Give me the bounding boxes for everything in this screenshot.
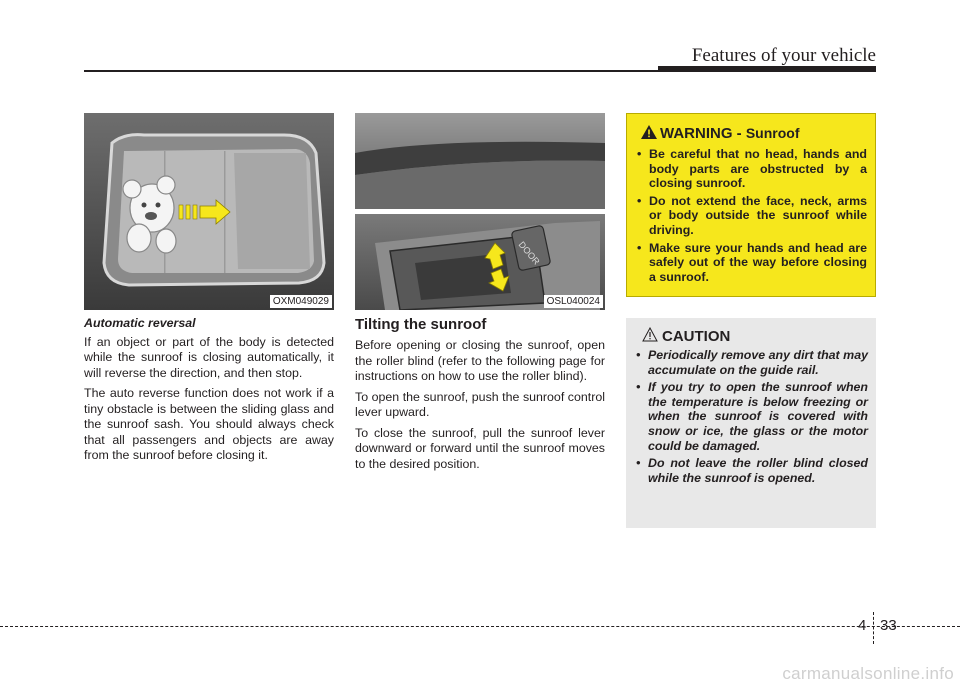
paragraph: To close the sunroof, pull the sunroof lever downward or forward until the sunroof moves to the desired position. [355,425,605,471]
page-header-title: Features of your vehicle [691,45,876,66]
figure-tilting-sunroof [355,113,605,310]
bullet: • [637,193,642,208]
figure-automatic-reversal [84,113,334,310]
warning-item-text: Be careful that no head, hands and body parts are obstructed by a closing sunroof. [649,147,867,191]
teddy-bear-icon [123,176,176,253]
warning-list [637,147,867,287]
caution-item [636,348,868,377]
page-number: 33 [880,617,897,634]
footer-divider [873,612,874,644]
warning-title [641,125,800,142]
caution-list [636,348,868,488]
warning-box [626,113,876,297]
bullet: • [637,240,642,255]
caution-item-text: If you try to open the sunroof when the temperature is below freezing or when the sunroof is covered with snow or ice, the glass or the motor could be damaged. [648,380,868,453]
warning-item [637,194,867,238]
warning-subtitle: Sunroof [745,125,800,141]
sunroof-tilt-illustration [355,113,605,310]
caution-item-text: Do not leave the roller blind closed while the sunroof is opened. [648,456,868,485]
warning-triangle-icon [641,125,657,139]
figure-caption: OXM049029 [270,295,332,308]
figure-caption: OSL040024 [544,295,603,308]
warning-item [637,147,867,191]
subheading-automatic-reversal: Automatic reversal [84,316,196,330]
bullet: • [637,147,642,161]
bullet: • [636,348,641,362]
watermark: carmanualsonline.info [782,664,954,683]
caution-box [626,318,876,528]
footer-rule [0,626,960,627]
column-automatic-reversal [84,316,334,469]
paragraph: Before opening or closing the sunroof, open the roller blind (refer to the following page for instructions on how to use the roller blind). [355,338,605,383]
warning-item-text: Make sure your hands and head are safely out of the way before closing a sunroof. [649,240,867,284]
bullet: • [636,380,641,395]
paragraph: To open the sunroof, push the sunroof control lever upward. [355,389,605,419]
caution-triangle-icon [642,327,658,342]
sunroof-reversal-illustration [84,113,334,310]
caution-item-text: Periodically remove any dirt that may accumulate on the guide rail. [648,348,868,377]
warning-item [637,241,867,285]
caution-item [636,380,868,453]
chapter-number: 4 [858,617,867,634]
caution-item [636,456,868,485]
warning-title-text: WARNING - [660,125,742,142]
paragraph: The auto reverse function does not work if a tiny obstacle is between the sliding glass and the sunroof sash. You should always check that all passengers and objects are away from the sunroof before closing it. [84,386,334,462]
caution-title: CAUTION [662,328,731,345]
header-rule-accent [658,66,876,72]
paragraph: If an object or part of the body is detected while the sunroof is closing automatically, it will reverse the direction, and then stop. [84,334,334,380]
bullet: • [636,456,641,471]
svg-text:DOOR: DOOR [516,239,542,267]
column-tilting-sunroof [355,316,605,477]
warning-item-text: Do not extend the face, neck, arms or body outside the sunroof while driving. [649,193,867,237]
heading-tilting-sunroof: Tilting the sunroof [355,316,487,333]
